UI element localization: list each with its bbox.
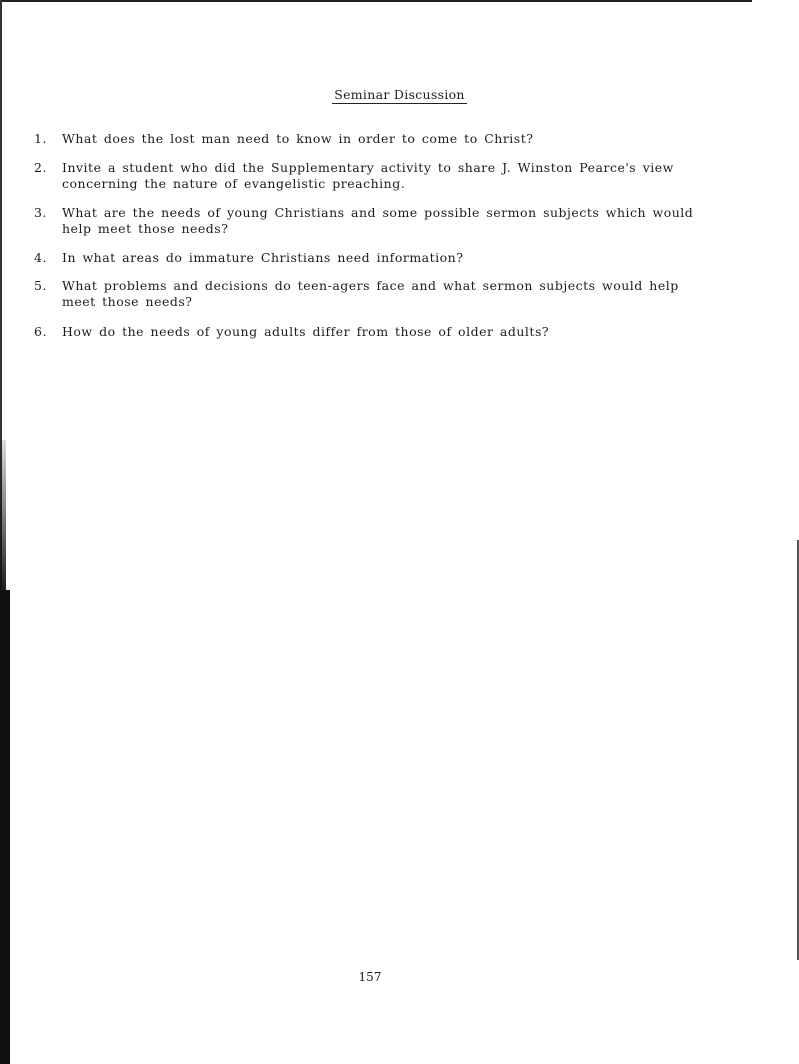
question-text: Invite a student who did the Supplementary activity to share J. Winston Pearce's view concerning the nature of evangelistic preaching. (62, 160, 674, 191)
question-item (34, 278, 714, 310)
question-number: 4. (34, 250, 47, 265)
page-title-text: Seminar Discussion (334, 87, 465, 102)
page-number: 157 (358, 970, 382, 984)
binding-shadow-taper (0, 440, 6, 600)
question-text: What does the lost man need to know in order to come to Christ? (62, 131, 534, 146)
question-item (34, 160, 714, 192)
question-number: 1. (34, 131, 47, 146)
question-number: 5. (34, 278, 47, 293)
question-number: 3. (34, 205, 47, 220)
question-text: What problems and decisions do teen-agers face and what sermon subjects would help meet those needs? (62, 278, 679, 309)
top-border-rule (0, 0, 752, 2)
question-item (34, 131, 714, 147)
page-title (0, 87, 799, 102)
question-item (34, 324, 714, 340)
question-text: What are the needs of young Christians and some possible sermon subjects which would help meet those needs? (62, 205, 694, 236)
binding-shadow (0, 590, 10, 1064)
question-text: How do the needs of young adults differ from those of older adults? (62, 324, 550, 339)
question-item (34, 250, 714, 266)
question-text: In what areas do immature Christians need information? (62, 250, 464, 265)
question-item (34, 205, 714, 237)
question-number: 2. (34, 160, 47, 175)
question-number: 6. (34, 324, 47, 339)
